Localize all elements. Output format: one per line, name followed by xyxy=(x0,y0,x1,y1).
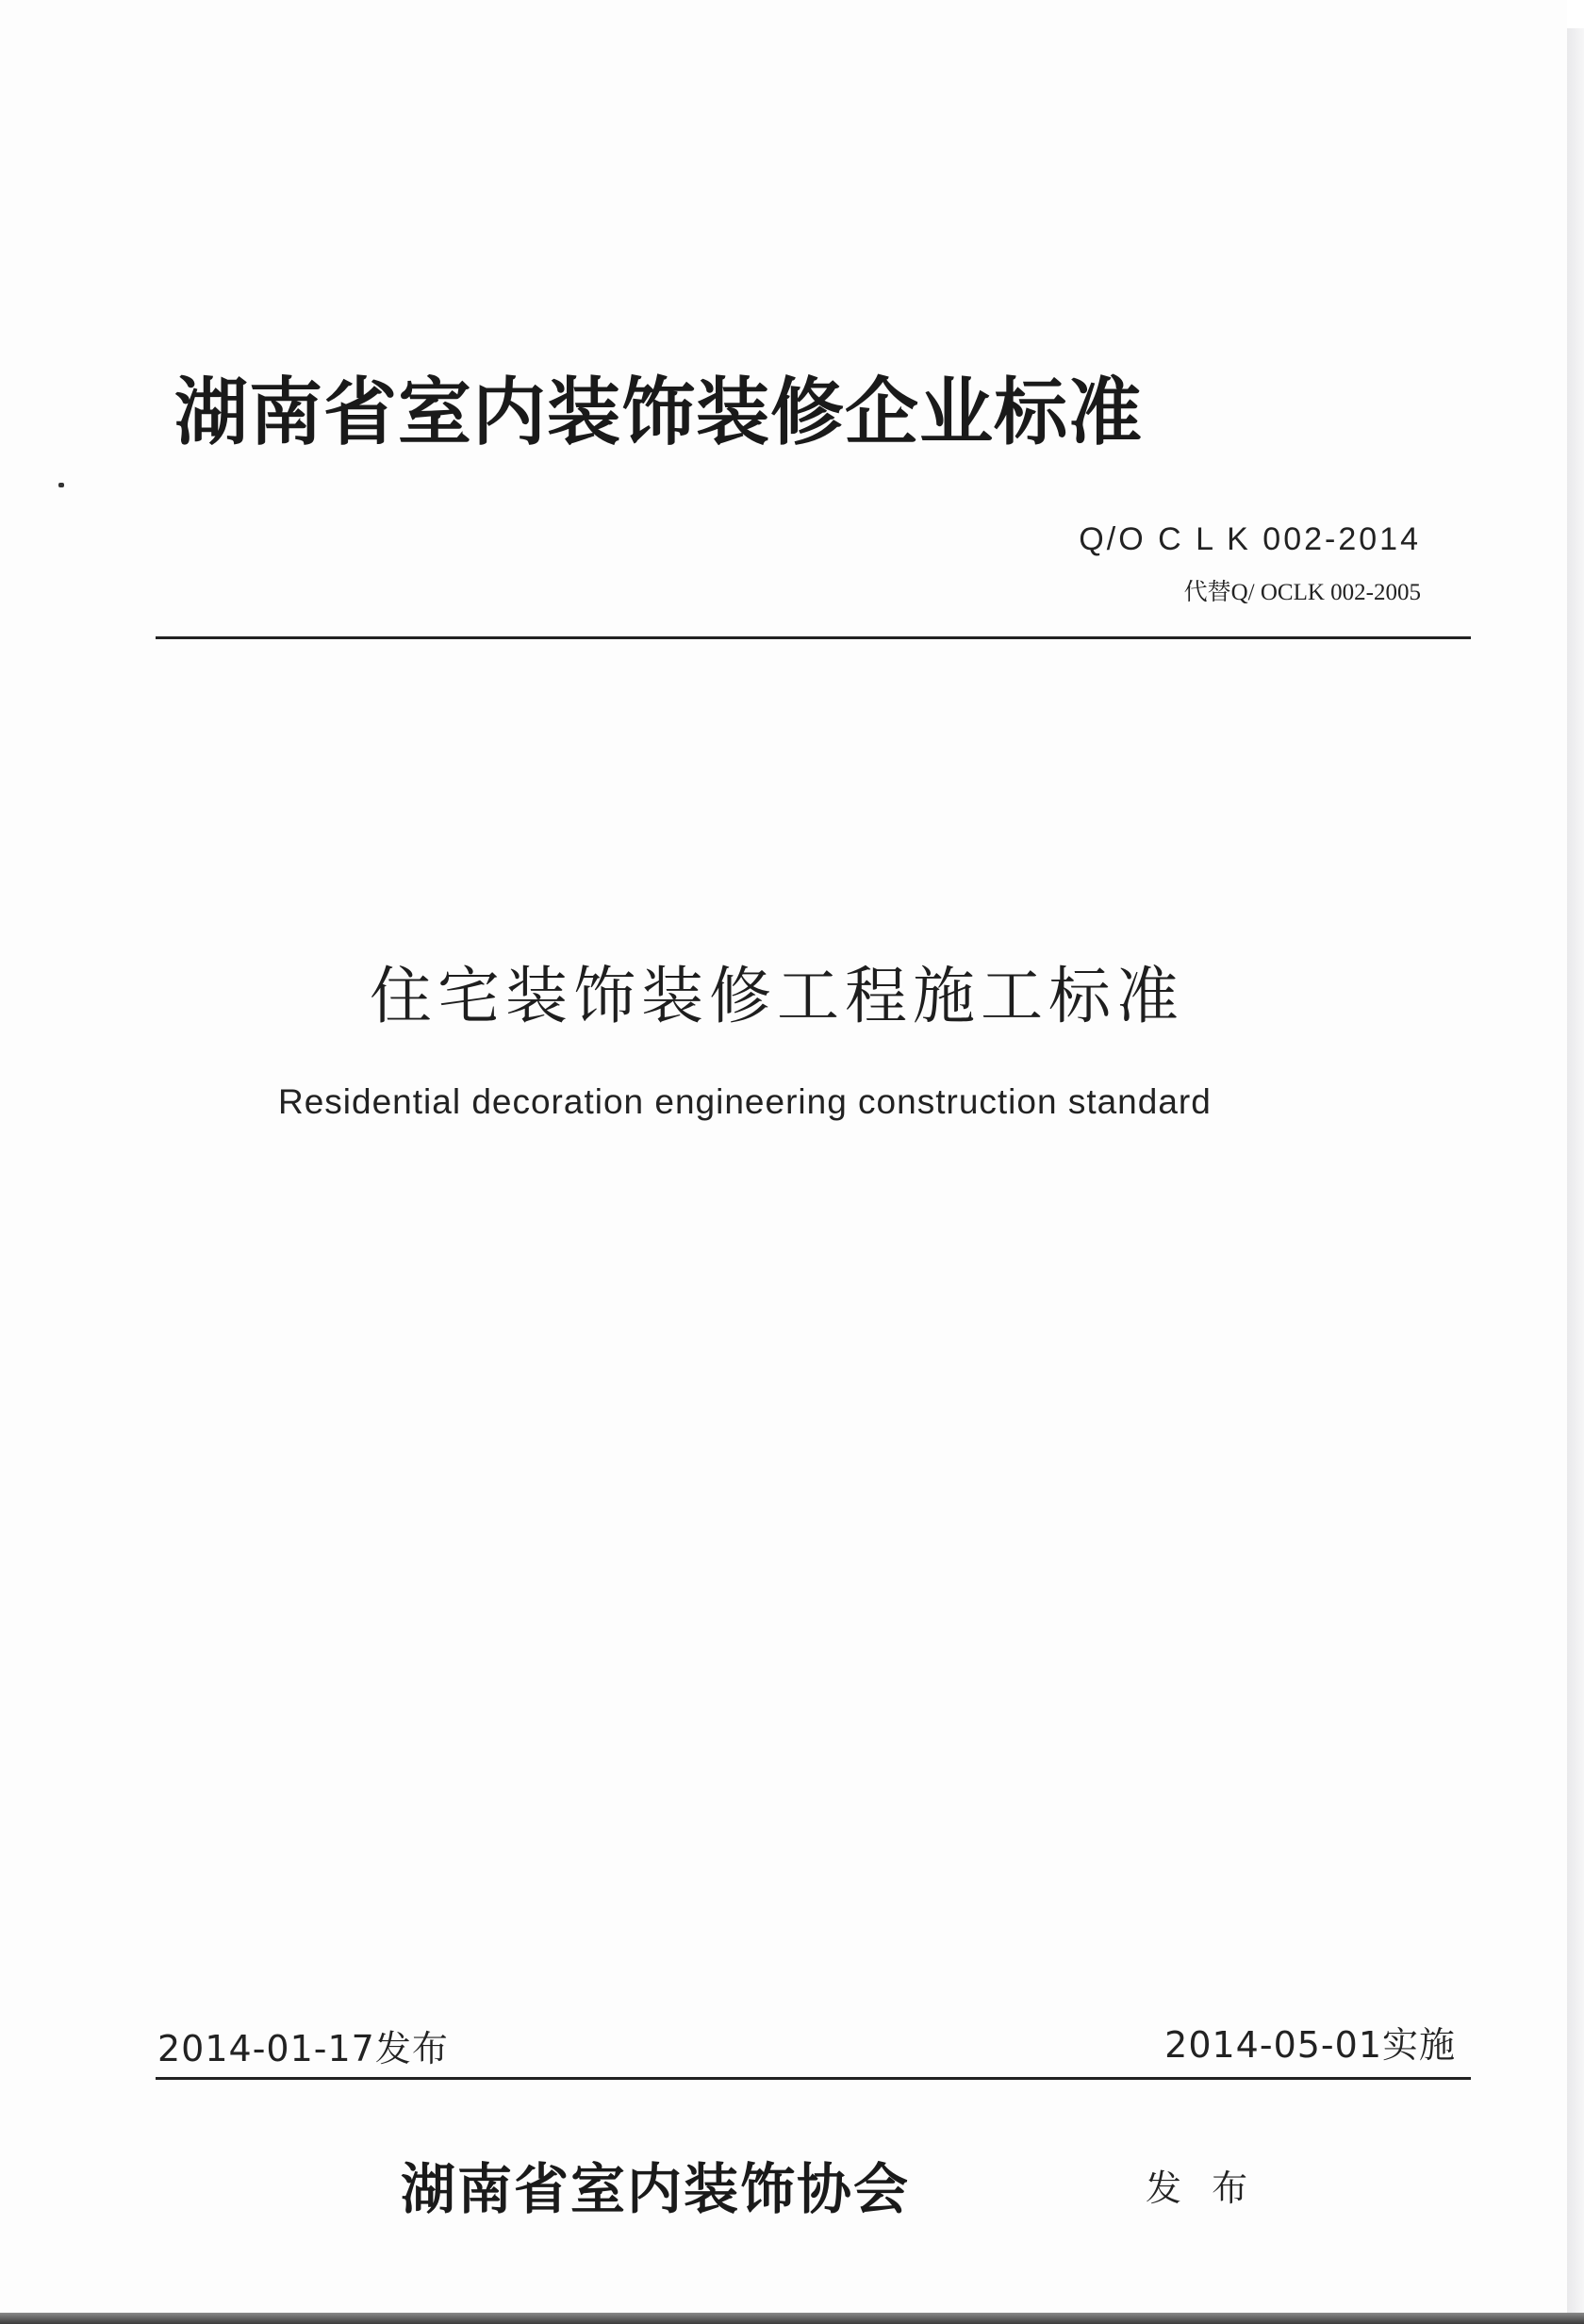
footer-divider xyxy=(156,2077,1471,2080)
document-title-english: Residential decoration engineering construction standard xyxy=(278,1082,1212,1121)
header-divider xyxy=(156,636,1471,639)
page-edge-right xyxy=(1567,28,1584,2315)
effective-date: 2014-05-01实施 xyxy=(1164,2024,1456,2066)
standard-code: Q/O C L K 002-2014 xyxy=(1079,521,1421,557)
replaces-code: 代替Q/ OCLK 002-2005 xyxy=(1183,580,1421,605)
scan-speck xyxy=(58,483,64,487)
publisher-name: 湖南省室内装饰协会 xyxy=(401,2157,911,2221)
standard-category-title: 湖南省室内装饰装修企业标准 xyxy=(174,371,1144,455)
publish-label: 发 布 xyxy=(1146,2167,1258,2209)
document-title-chinese: 住宅装饰装修工程施工标准 xyxy=(370,960,1184,1032)
publish-date: 2014-01-17发布 xyxy=(157,2028,449,2069)
page-edge-bottom xyxy=(0,2313,1584,2324)
